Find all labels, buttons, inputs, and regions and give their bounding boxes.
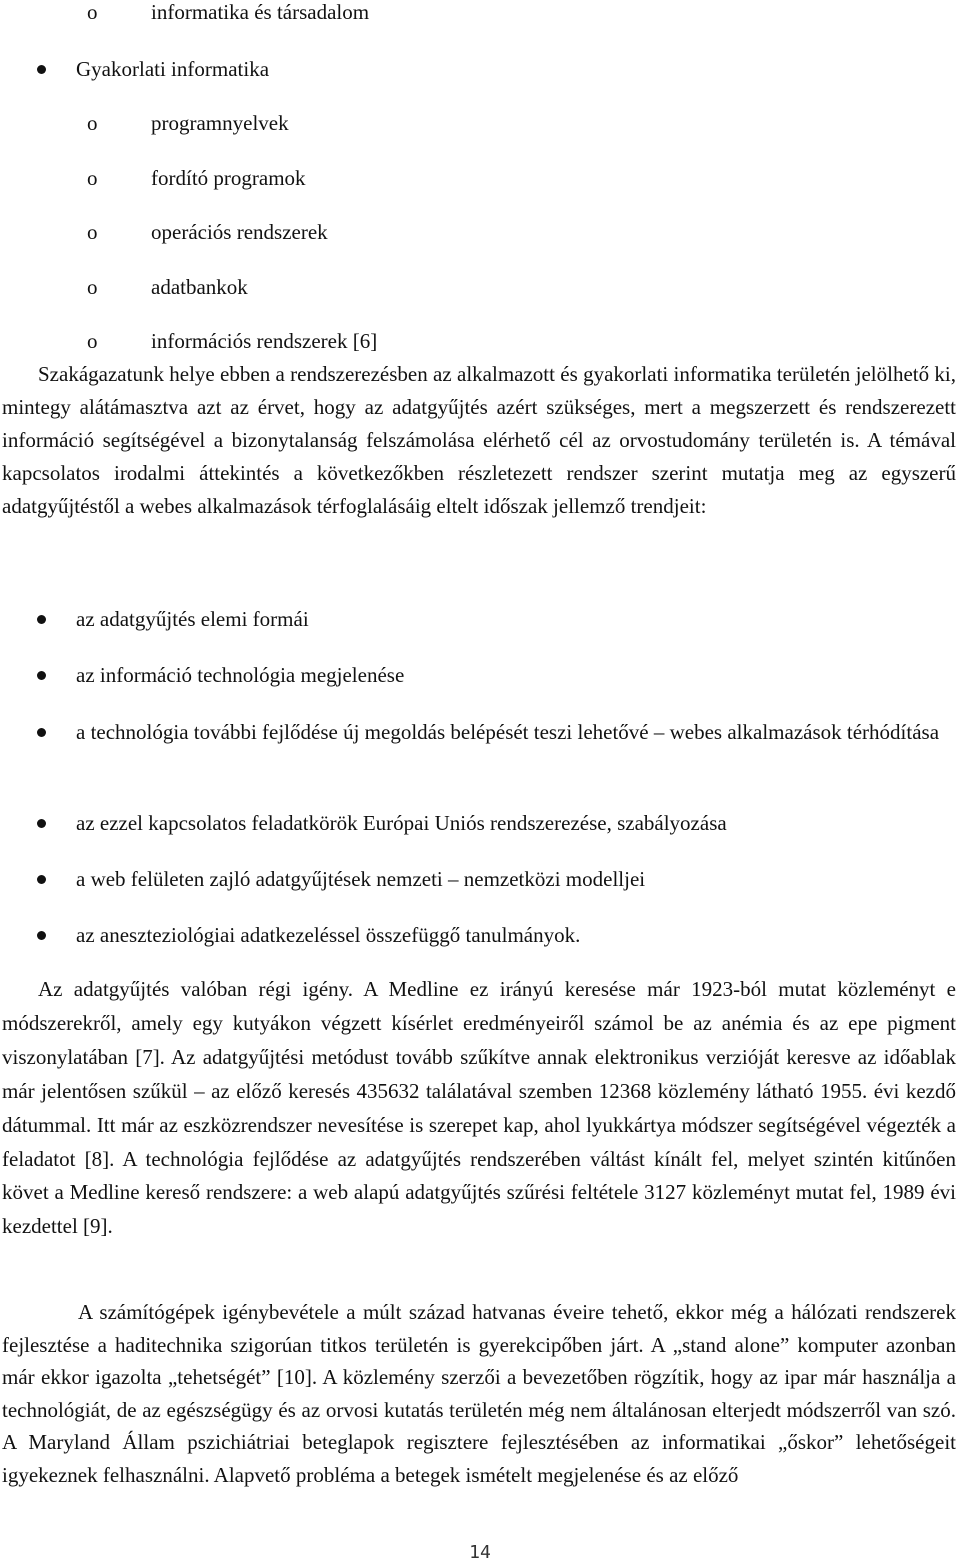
list-item-text: adatbankok xyxy=(151,275,248,299)
list-item xyxy=(30,602,958,636)
list-item-text: a web felületen zajló adatgyűjtések nemzeti – nemzetközi modelljei xyxy=(76,867,646,891)
list-item-text: az információ technológia megjelenése xyxy=(76,663,405,687)
bullet-icon xyxy=(37,671,46,680)
list-item-text: programnyelvek xyxy=(151,111,289,135)
bullet-icon xyxy=(37,615,46,624)
list-marker: o xyxy=(87,275,98,299)
paragraph: Szakágazatunk helye ebben a rendszerezésben az alkalmazott és gyakorlati informatika területén jelölhető ki, mintegy alátámasztva azt az érvet, hogy az adatgyűjtés azért szükséges, mert a megszerzett és rendszerezett információ segítségével a bizonytalanság felszámolása elérhető cél az orvostudomány területén is. A témával kapcsolatos irodalmi áttekintés a következőkben részletezett rendszer szerint mutatja meg az egyszerű adatgyűjtéstől a webes alkalmazások térfoglalásáig eltelt időszak jellemző trendjeit: xyxy=(2,362,956,518)
list-item-text: az ezzel kapcsolatos feladatkörök Európai Uniós rendszerezése, szabályozása xyxy=(76,811,727,835)
list-item-text: információs rendszerek [6] xyxy=(151,329,378,353)
list-item xyxy=(30,52,958,86)
list-item-text: informatika és társadalom xyxy=(151,0,370,24)
paragraph: Az adatgyűjtés valóban régi igény. A Medline ez irányú keresése már 1923-ból mutat közleményt e módszerekről, amely egy kutyákon végzett kísérlet eredményeiről számol be az anémia és az epe pigment viszonylatában [7]. Az adatgyűjtési metódust tovább szűkítve annak elektronikus verzióját keresve az időablak már jelentősen szűkül – az előző keresés 435632 találatával szemben 12368 közlemény látható 1955. évi kezdő dátummal. Itt már az eszközrendszer nevesítése is szerepet kap, ahol lyukkártya módszer segítségével végezték a feladatot [8]. A technológia fejlődése az adatgyűjtés rendszerében váltást kínált fel, melyet szintén kitűnően követ a Medline kereső rendszere: a web alapú adatgyűjtés szűrési feltétele 3127 közleményt mutat fel, 1989 évi kezdettel [9]. xyxy=(2,977,956,1239)
list-marker: o xyxy=(87,0,98,24)
list-marker: o xyxy=(87,220,98,244)
list-item-text: az aneszteziológiai adatkezeléssel összefüggő tanulmányok. xyxy=(76,923,581,947)
page-number: 14 xyxy=(469,1542,491,1563)
list-marker: o xyxy=(87,329,98,353)
list-item xyxy=(30,715,958,749)
paragraph: A számítógépek igénybevétele a múlt század hatvanas éveire tehető, ekkor még a hálózati rendszerek fejlesztése a haditechnika szigorúan titkos területén is gyerekcipőben járt. A „stand alone” komputer azonban már ekkor igazolta „tehetségét” [10]. A közlemény szerzői a bevezetőben rögzítik, hogy az ipar már használja a technológiát, de az egészségügy és az orvosi kutatás területén még nem általánosan elterjedt módszerről van szó. A Maryland Állam pszichiátriai beteglapok regisztere fejlesztésében az informatikai „őskor” lehetőségeit igyekeznek felhasználni. Alapvető probléma a betegek ismételt megjelenése és az előző xyxy=(2,1300,956,1487)
list-item xyxy=(30,918,958,952)
list-item xyxy=(30,658,958,692)
bullet-icon xyxy=(37,65,46,74)
list-item xyxy=(30,862,958,896)
list-marker: o xyxy=(87,166,98,190)
bullet-icon xyxy=(37,819,46,828)
list-item-text: operációs rendszerek xyxy=(151,220,328,244)
list-item-text: fordító programok xyxy=(151,166,306,190)
list-item-text: az adatgyűjtés elemi formái xyxy=(76,607,309,631)
list-item-text: Gyakorlati informatika xyxy=(76,57,270,81)
bullet-icon xyxy=(37,875,46,884)
list-marker: o xyxy=(87,111,98,135)
list-item xyxy=(30,806,958,840)
list-item-text: a technológia további fejlődése új megoldás belépését teszi lehetővé – webes alkalmazások térhódítása xyxy=(76,720,940,744)
bullet-icon xyxy=(37,931,46,940)
bullet-icon xyxy=(37,728,46,737)
